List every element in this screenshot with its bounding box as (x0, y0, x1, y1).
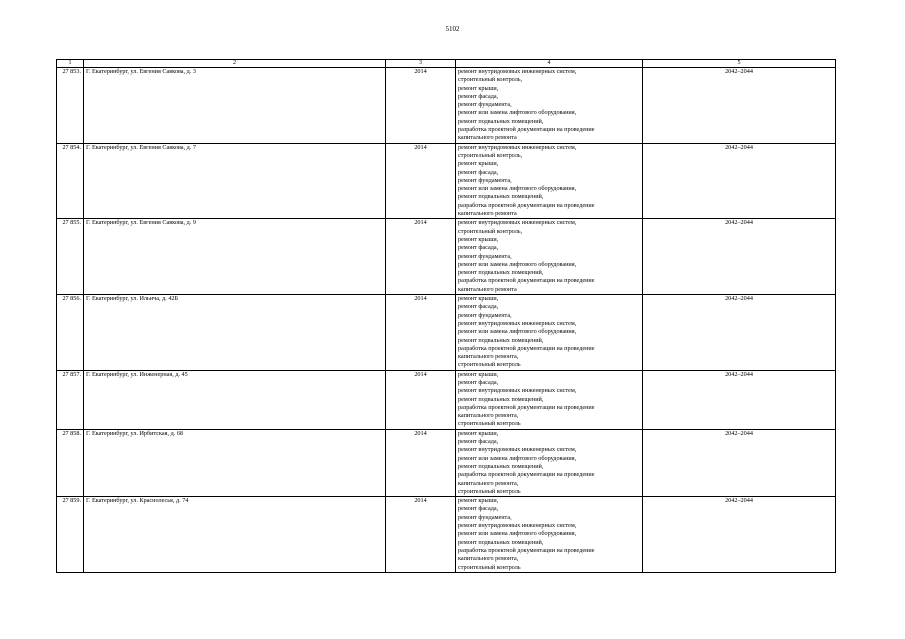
work-item: ремонт внутридомовых инженерных систем, (458, 387, 577, 395)
table-row (57, 497, 836, 573)
work-item: ремонт крыши, (458, 84, 499, 92)
work-item: ремонт крыши, (458, 370, 499, 378)
column-number-row (57, 60, 836, 68)
row-number: 27 856. (57, 295, 84, 371)
year-cell: 2014 (386, 370, 456, 429)
work-item: ремонт крыши, (458, 160, 499, 168)
work-item: ремонт фундамента, (458, 513, 512, 521)
work-item: ремонт подвальных помещений, (458, 269, 544, 277)
period-cell: 2042–2044 (643, 370, 836, 429)
work-item: капитального ремонта (458, 285, 517, 293)
work-item: ремонт или замена лифтового оборудования, (458, 260, 577, 268)
work-item: строительный контроль, (458, 151, 523, 159)
work-item: ремонт или замена лифтового оборудования, (458, 530, 577, 538)
period-cell: 2042–2044 (643, 219, 836, 295)
address-cell: Г. Екатеринбург, ул. Краснолесья, д. 74 (84, 497, 386, 573)
work-item: капитального ремонта, (458, 479, 519, 487)
work-item: ремонт фасада, (458, 438, 499, 446)
table-row (57, 429, 836, 496)
address-cell: Г. Екатеринбург, ул. Ильича, д. 42Б (84, 295, 386, 371)
work-item: капитального ремонта (458, 134, 517, 142)
work-item: строительный контроль (458, 563, 521, 571)
table-body (57, 68, 836, 573)
work-item: ремонт фасада, (458, 92, 499, 100)
work-item: капитального ремонта (458, 210, 517, 218)
table-row (57, 295, 836, 371)
year-cell: 2014 (386, 429, 456, 496)
row-number: 27 858. (57, 429, 84, 496)
works-cell (456, 143, 643, 219)
works-cell (456, 429, 643, 496)
works-cell (456, 219, 643, 295)
table-row (57, 68, 836, 144)
work-item: строительный контроль, (458, 227, 523, 235)
address-cell: Г. Екатеринбург, ул. Инженерная, д. 45 (84, 370, 386, 429)
work-item: ремонт фундамента, (458, 176, 512, 184)
work-item: разработка проектной документации на проведение (458, 546, 595, 554)
work-item: разработка проектной документации на проведение (458, 471, 595, 479)
period-cell: 2042–2044 (643, 68, 836, 144)
period-cell: 2042–2044 (643, 497, 836, 573)
work-item: ремонт фасада, (458, 505, 499, 513)
works-cell (456, 370, 643, 429)
work-item: строительный контроль (458, 487, 521, 495)
work-item: ремонт подвальных помещений, (458, 193, 544, 201)
address-cell: Г. Екатеринбург, ул. Ирбитская, д. 68 (84, 429, 386, 496)
work-item: разработка проектной документации на проведение (458, 277, 595, 285)
year-cell: 2014 (386, 295, 456, 371)
year-cell: 2014 (386, 68, 456, 144)
year-cell: 2014 (386, 497, 456, 573)
work-item: капитального ремонта, (458, 353, 519, 361)
work-item: ремонт фасада, (458, 168, 499, 176)
work-item: ремонт фасада, (458, 244, 499, 252)
work-item: разработка проектной документации на проведение (458, 126, 595, 134)
table-row (57, 370, 836, 429)
work-item: ремонт фундамента, (458, 252, 512, 260)
column-header-3: 3 (386, 60, 456, 68)
work-item: ремонт фундамента, (458, 101, 512, 109)
work-item: ремонт внутридомовых инженерных систем, (458, 219, 577, 227)
column-header-1: 1 (57, 60, 84, 68)
table-row (57, 219, 836, 295)
work-item: ремонт внутридомовых инженерных систем, (458, 68, 577, 75)
work-item: ремонт крыши, (458, 235, 499, 243)
work-item: ремонт крыши, (458, 295, 499, 303)
table-row (57, 143, 836, 219)
work-item: строительный контроль (458, 420, 521, 428)
row-number: 27 855. (57, 219, 84, 295)
capital-repair-table (56, 59, 836, 573)
work-item: ремонт подвальных помещений, (458, 538, 544, 546)
work-item: ремонт фасада, (458, 303, 499, 311)
work-item: ремонт внутридомовых инженерных систем, (458, 522, 577, 530)
row-number: 27 853. (57, 68, 84, 144)
work-item: ремонт внутридомовых инженерных систем, (458, 143, 577, 151)
page-number: 5102 (445, 25, 460, 33)
work-item: ремонт или замена лифтового оборудования, (458, 328, 577, 336)
work-item: ремонт подвальных помещений, (458, 395, 544, 403)
work-item: ремонт внутридомовых инженерных систем, (458, 446, 577, 454)
year-cell: 2014 (386, 219, 456, 295)
work-item: ремонт фундамента, (458, 311, 512, 319)
period-cell: 2042–2044 (643, 295, 836, 371)
address-cell: Г. Екатеринбург, ул. Евгения Савкова, д. 9 (84, 219, 386, 295)
work-item: ремонт подвальных помещений, (458, 117, 544, 125)
address-cell: Г. Екатеринбург, ул. Евгения Савкова, д. 7 (84, 143, 386, 219)
work-item: ремонт фасада, (458, 378, 499, 386)
work-item: ремонт подвальных помещений, (458, 462, 544, 470)
row-number: 27 859. (57, 497, 84, 573)
works-cell (456, 68, 643, 144)
work-item: разработка проектной документации на проведение (458, 344, 595, 352)
period-cell: 2042–2044 (643, 429, 836, 496)
work-item: ремонт или замена лифтового оборудования, (458, 185, 577, 193)
work-item: строительный контроль, (458, 76, 523, 84)
works-cell (456, 497, 643, 573)
work-item: ремонт крыши, (458, 429, 499, 437)
column-header-2: 2 (84, 60, 386, 68)
work-item: разработка проектной документации на проведение (458, 403, 595, 411)
address-cell: Г. Екатеринбург, ул. Евгения Савкова, д. 3 (84, 68, 386, 144)
year-cell: 2014 (386, 143, 456, 219)
period-cell: 2042–2044 (643, 143, 836, 219)
work-item: ремонт или замена лифтового оборудования, (458, 454, 577, 462)
work-item: ремонт подвальных помещений, (458, 336, 544, 344)
work-item: ремонт крыши, (458, 497, 499, 505)
work-item: ремонт или замена лифтового оборудования, (458, 109, 577, 117)
work-item: разработка проектной документации на проведение (458, 201, 595, 209)
work-item: капитального ремонта, (458, 555, 519, 563)
work-item: ремонт внутридомовых инженерных систем, (458, 319, 577, 327)
work-item: строительный контроль (458, 361, 521, 369)
row-number: 27 854. (57, 143, 84, 219)
work-item: капитального ремонта, (458, 412, 519, 420)
column-header-5: 5 (643, 60, 836, 68)
column-header-4: 4 (456, 60, 643, 68)
row-number: 27 857. (57, 370, 84, 429)
works-cell (456, 295, 643, 371)
